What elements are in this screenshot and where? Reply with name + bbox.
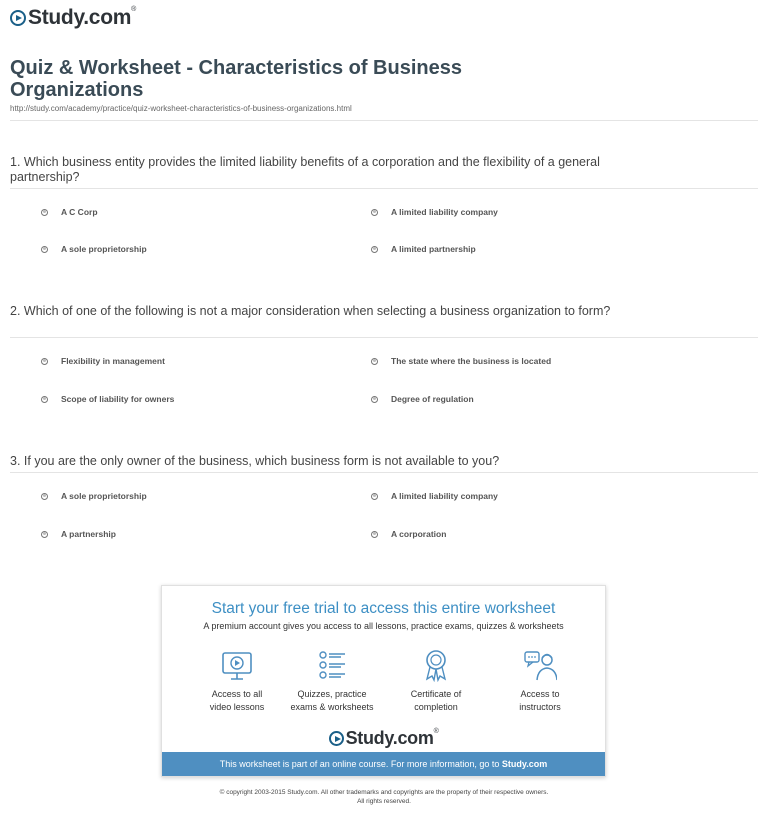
option-label: The state where the business is located: [391, 356, 552, 366]
radio-button[interactable]: [41, 396, 48, 403]
answer-option[interactable]: [371, 491, 498, 501]
divider: [10, 188, 758, 189]
study-logo[interactable]: [10, 6, 136, 30]
answer-option[interactable]: [371, 356, 551, 366]
radio-button[interactable]: [41, 358, 48, 365]
video-lesson-icon: [220, 648, 254, 682]
certificate-icon: [419, 648, 453, 682]
radio-button[interactable]: [41, 493, 48, 500]
radio-button[interactable]: [41, 209, 48, 216]
option-label: A limited liability company: [391, 491, 498, 501]
question-3: 3. If you are the only owner of the business, which business form is not available to you?: [10, 454, 500, 468]
option-label: A sole proprietorship: [61, 244, 147, 254]
answer-option[interactable]: [371, 394, 474, 404]
divider: [10, 472, 758, 473]
play-circle-icon: [10, 10, 26, 26]
radio-button[interactable]: [371, 358, 378, 365]
feature-label: completion: [414, 702, 458, 712]
promo-subhead: A premium account gives you access to all lessons, practice exams, quizzes & worksheets: [203, 621, 564, 631]
trademark-symbol: ®: [433, 728, 439, 735]
answer-option[interactable]: [41, 244, 147, 254]
option-label: A corporation: [391, 529, 447, 539]
radio-button[interactable]: [371, 396, 378, 403]
instructor-icon: [523, 648, 557, 682]
page-title: Quiz & Worksheet - Characteristics of Business Organizations: [10, 57, 462, 101]
play-circle-icon: [329, 731, 344, 746]
answer-option[interactable]: [41, 356, 165, 366]
answer-option[interactable]: [371, 529, 446, 539]
feature-certificate: [381, 648, 491, 714]
feature-label: video lessons: [209, 702, 265, 712]
radio-button[interactable]: [371, 246, 378, 253]
answer-option[interactable]: [41, 491, 147, 501]
question-2: 2. Which of one of the following is not a major consideration when selecting a business organization to form?: [10, 304, 611, 318]
option-label: A limited liability company: [391, 207, 498, 217]
promo-bar-link[interactable]: Study.com: [501, 759, 548, 769]
answer-option[interactable]: [371, 244, 476, 254]
feature-label: Certificate of: [410, 689, 462, 699]
option-label: Scope of liability for owners: [61, 394, 175, 404]
feature-quizzes: [277, 648, 387, 714]
option-label: A sole proprietorship: [61, 491, 147, 501]
feature-instructors: [485, 648, 595, 714]
radio-button[interactable]: [41, 246, 48, 253]
option-label: A limited partnership: [391, 244, 476, 254]
promo-headline: Start your free trial to access this entire worksheet: [211, 600, 556, 617]
answer-option[interactable]: [41, 394, 174, 404]
copyright-text: © copyright 2003-2015 Study.com. All other trademarks and copyrights are the property of their respective owners.: [219, 789, 549, 796]
feature-label: Access to all: [211, 689, 263, 699]
radio-button[interactable]: [41, 531, 48, 538]
radio-button[interactable]: [371, 493, 378, 500]
divider: [10, 337, 758, 338]
rights-text: All rights reserved.: [357, 798, 411, 805]
feature-label: Access to: [520, 689, 560, 699]
feature-label: exams & worksheets: [290, 702, 374, 712]
feature-label: instructors: [519, 702, 561, 712]
promo-bar-text: This worksheet is part of an online course. For more information, go to: [219, 759, 500, 769]
logo-text: Study.com: [345, 728, 434, 748]
answer-option[interactable]: [371, 207, 498, 217]
trademark-symbol: ®: [131, 6, 136, 13]
feature-label: Quizzes, practice: [297, 689, 367, 699]
free-trial-promo[interactable]: [161, 585, 606, 777]
answer-option[interactable]: [41, 207, 98, 217]
radio-button[interactable]: [371, 209, 378, 216]
option-label: Degree of regulation: [391, 394, 474, 404]
radio-button[interactable]: [371, 531, 378, 538]
promo-info-bar: [162, 752, 605, 776]
copyright-footer: [0, 788, 768, 806]
option-label: A partnership: [61, 529, 116, 539]
question-1: 1. Which business entity provides the limited liability benefits of a corporation and the flexibility of a general partnership?: [10, 155, 600, 184]
option-label: Flexibility in management: [61, 356, 165, 366]
promo-study-logo[interactable]: [162, 728, 605, 749]
divider: [10, 120, 758, 121]
page-url: http://study.com/academy/practice/quiz-worksheet-characteristics-of-business-organizations.html: [10, 104, 352, 113]
logo-text: Study.com: [28, 6, 132, 29]
feature-video-lessons: [182, 648, 292, 714]
quiz-list-icon: [315, 648, 349, 682]
answer-option[interactable]: [41, 529, 116, 539]
option-label: A C Corp: [61, 207, 98, 217]
